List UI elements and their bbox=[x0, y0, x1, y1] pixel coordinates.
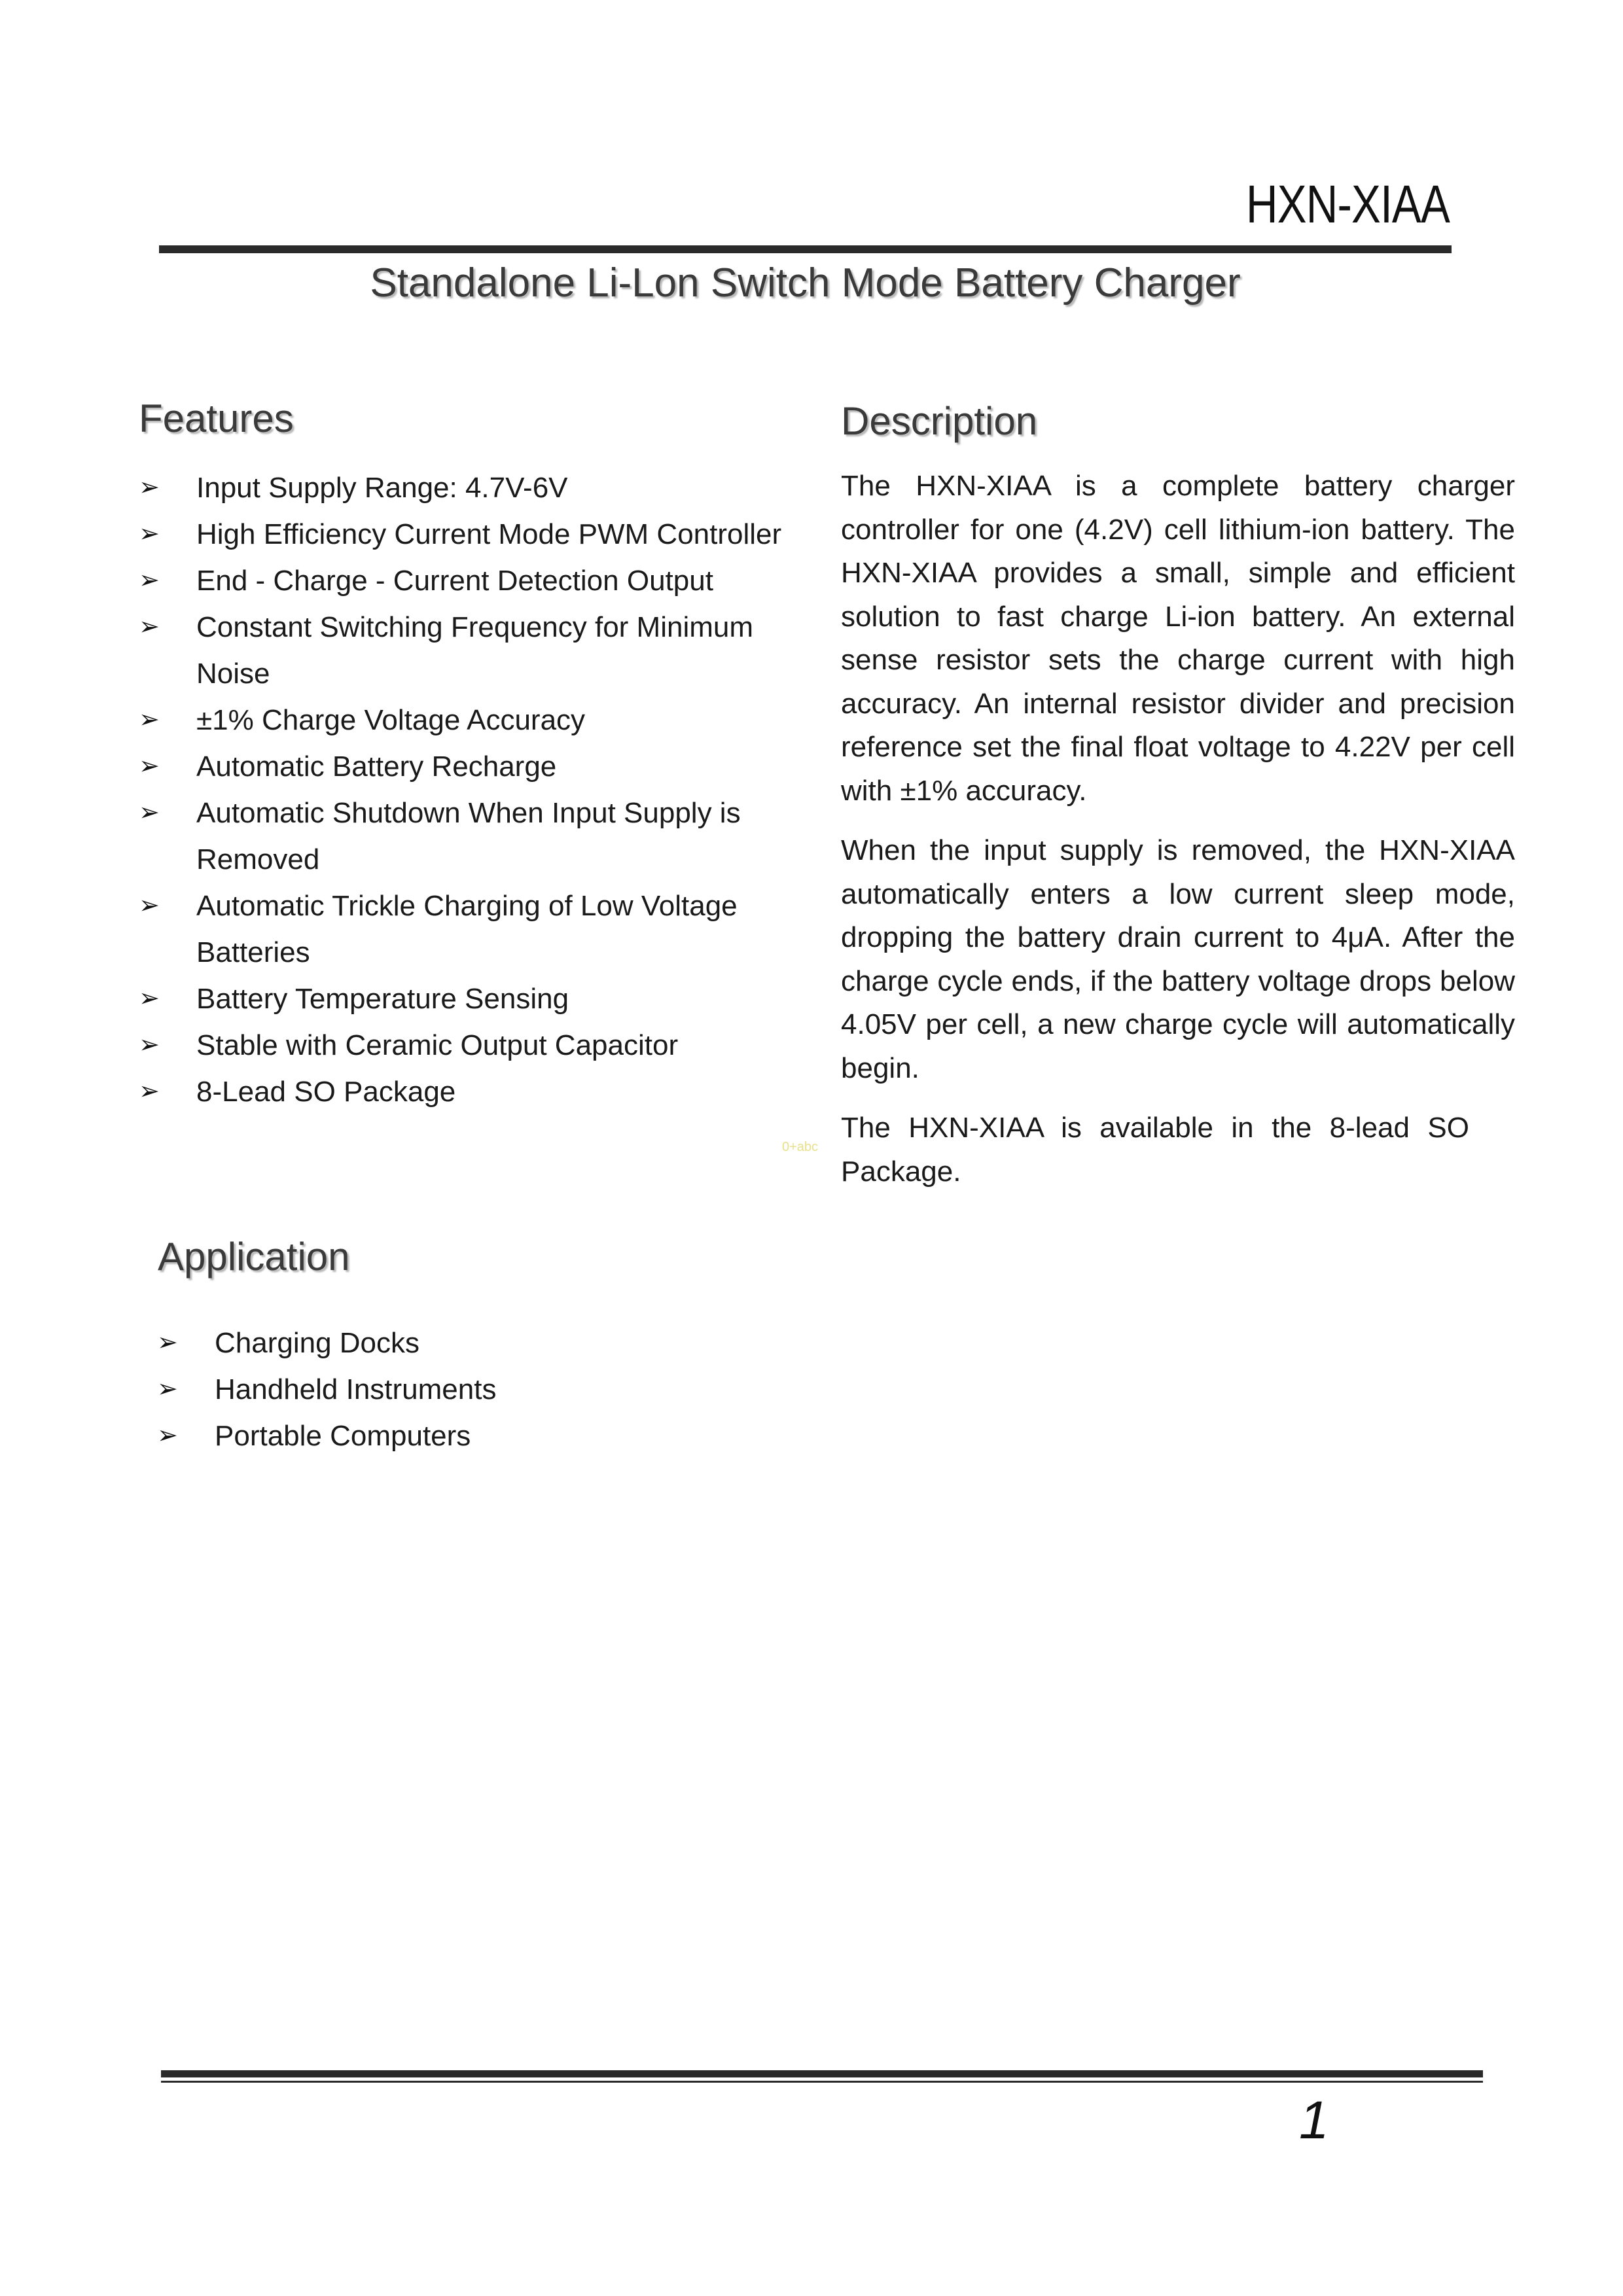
list-item bbox=[157, 1320, 746, 1366]
feature-text: End - Charge - Current Detection Output bbox=[196, 565, 713, 597]
document-title: Standalone Li-Lon Switch Mode Battery Charger bbox=[370, 260, 1241, 306]
list-item bbox=[139, 697, 793, 743]
feature-text: ±1% Charge Voltage Accuracy bbox=[196, 704, 586, 736]
list-item bbox=[139, 1022, 793, 1069]
description-paragraph: The HXN-XIAA is available in the 8-lead SO Package. bbox=[841, 1112, 1469, 1188]
arrow-bullet-icon: ➢ bbox=[139, 1078, 160, 1105]
arrow-bullet-icon: ➢ bbox=[139, 799, 160, 826]
feature-text: Automatic Trickle Charging of Low Voltage Batteries bbox=[196, 890, 738, 968]
feature-text: 8-Lead SO Package bbox=[196, 1076, 456, 1108]
page-number: 1 bbox=[1299, 2091, 1329, 2150]
application-list bbox=[157, 1320, 746, 1459]
part-number: HXN-XIAA bbox=[1245, 175, 1450, 234]
arrow-bullet-icon: ➢ bbox=[139, 567, 160, 594]
arrow-bullet-icon: ➢ bbox=[139, 1031, 160, 1059]
feature-text: Constant Switching Frequency for Minimum Noise bbox=[196, 611, 753, 690]
arrow-bullet-icon: ➢ bbox=[139, 892, 160, 919]
application-text: Portable Computers bbox=[215, 1420, 471, 1452]
arrow-bullet-icon: ➢ bbox=[157, 1329, 178, 1356]
arrow-bullet-icon: ➢ bbox=[139, 752, 160, 780]
arrow-bullet-icon: ➢ bbox=[157, 1422, 178, 1449]
application-heading: Application bbox=[158, 1235, 350, 1279]
watermark: 0+abc bbox=[782, 1140, 819, 1154]
list-item bbox=[139, 976, 793, 1022]
features-heading: Features bbox=[139, 397, 294, 440]
features-list bbox=[139, 465, 793, 1115]
description-paragraph: When the input supply is removed, the HXN-XIAA automatically enters a low current sleep mode, dropping the battery drain current to 4μA. After the charge cycle ends, if the battery voltage drops below 4.05V per cell, a new charge cycle will automatically begin. bbox=[841, 834, 1515, 1084]
arrow-bullet-icon: ➢ bbox=[139, 985, 160, 1012]
list-item bbox=[139, 557, 793, 604]
list-item bbox=[157, 1413, 746, 1459]
arrow-bullet-icon: ➢ bbox=[139, 706, 160, 733]
list-item bbox=[139, 511, 793, 557]
arrow-bullet-icon: ➢ bbox=[139, 474, 160, 501]
header-rule bbox=[159, 245, 1452, 253]
list-item bbox=[139, 604, 798, 697]
footer-rule-thin bbox=[161, 2081, 1483, 2083]
list-item bbox=[157, 1366, 746, 1413]
description-body bbox=[841, 465, 1515, 1210]
list-item bbox=[139, 743, 793, 790]
arrow-bullet-icon: ➢ bbox=[139, 520, 160, 548]
feature-text: Input Supply Range: 4.7V-6V bbox=[196, 472, 568, 504]
footer-rule bbox=[161, 2070, 1483, 2077]
feature-text: Automatic Shutdown When Input Supply is Removed bbox=[196, 797, 741, 875]
feature-text: Battery Temperature Sensing bbox=[196, 983, 569, 1015]
arrow-bullet-icon: ➢ bbox=[157, 1375, 178, 1403]
application-text: Charging Docks bbox=[215, 1327, 420, 1359]
list-item bbox=[139, 465, 793, 511]
description-paragraph: The HXN-XIAA is a complete battery charger controller for one (4.2V) cell lithium-ion battery. The HXN-XIAA provides a small, simple and efficient solution to fast charge Li-ion battery. An external sense resistor sets the charge current with high accuracy. An internal resistor divider and precision reference set the final float voltage to 4.22V per cell with ±1% accuracy. bbox=[841, 470, 1515, 807]
feature-text: Automatic Battery Recharge bbox=[196, 751, 557, 783]
list-item bbox=[139, 883, 798, 976]
arrow-bullet-icon: ➢ bbox=[139, 613, 160, 641]
list-item bbox=[139, 1069, 793, 1115]
feature-text: Stable with Ceramic Output Capacitor bbox=[196, 1029, 679, 1061]
list-item bbox=[139, 790, 798, 883]
application-text: Handheld Instruments bbox=[215, 1373, 497, 1405]
description-heading: Description bbox=[841, 399, 1038, 443]
feature-text: High Efficiency Current Mode PWM Controller bbox=[196, 518, 782, 550]
